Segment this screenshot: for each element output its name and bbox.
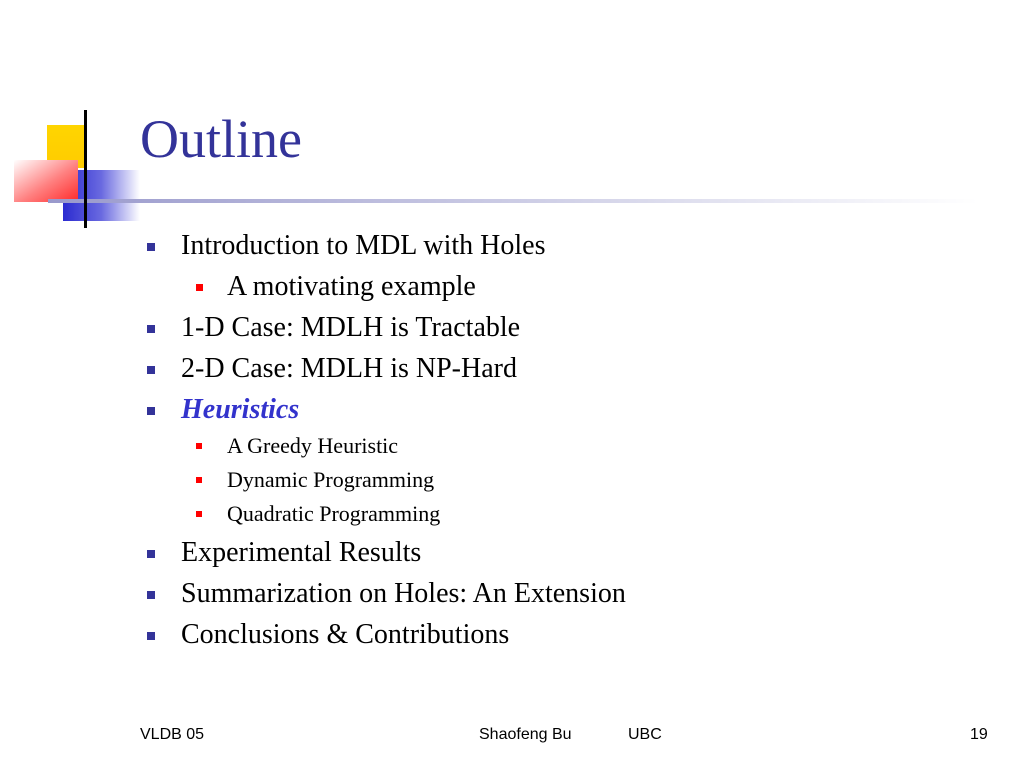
list-item (147, 578, 626, 609)
footer-conference: VLDB 05 (140, 726, 205, 743)
page-number: 19 (970, 726, 988, 743)
list-item-highlighted (147, 394, 300, 425)
bullet-icon (196, 443, 202, 449)
bullet-icon (147, 632, 155, 640)
bullet-icon (147, 550, 155, 558)
footer-affiliation: UBC (628, 726, 662, 743)
list-item-text: Summarization on Holes: An Extension (181, 578, 626, 609)
bullet-icon (196, 284, 203, 291)
bullet-icon (147, 325, 155, 333)
list-item (147, 537, 422, 568)
list-item (196, 271, 476, 302)
list-item (196, 433, 399, 458)
bullet-icon (147, 591, 155, 599)
list-item-text: Experimental Results (181, 537, 422, 568)
footer-author: Shaofeng Bu (479, 726, 572, 743)
list-item-text: Introduction to MDL with Holes (181, 230, 546, 261)
list-item-text: A Greedy Heuristic (227, 433, 399, 458)
bullet-icon (196, 477, 202, 483)
list-item (147, 353, 517, 384)
list-item (147, 312, 521, 343)
list-item (196, 467, 435, 492)
list-item-text: Heuristics (181, 394, 300, 425)
list-item-text: Conclusions & Contributions (181, 619, 510, 650)
list-item (147, 619, 510, 650)
slide-title: Outline (140, 109, 302, 169)
bullet-icon (196, 511, 202, 517)
bullet-icon (147, 366, 155, 374)
list-item (147, 230, 546, 261)
list-item-text: A motivating example (227, 271, 476, 302)
bullet-icon (147, 243, 155, 251)
bullet-icon (147, 407, 155, 415)
list-item-text: Quadratic Programming (227, 501, 441, 526)
list-item (196, 501, 441, 526)
list-item-text: 2-D Case: MDLH is NP-Hard (181, 353, 517, 384)
list-item-text: Dynamic Programming (227, 467, 435, 492)
list-item-text: 1-D Case: MDLH is Tractable (181, 312, 521, 343)
